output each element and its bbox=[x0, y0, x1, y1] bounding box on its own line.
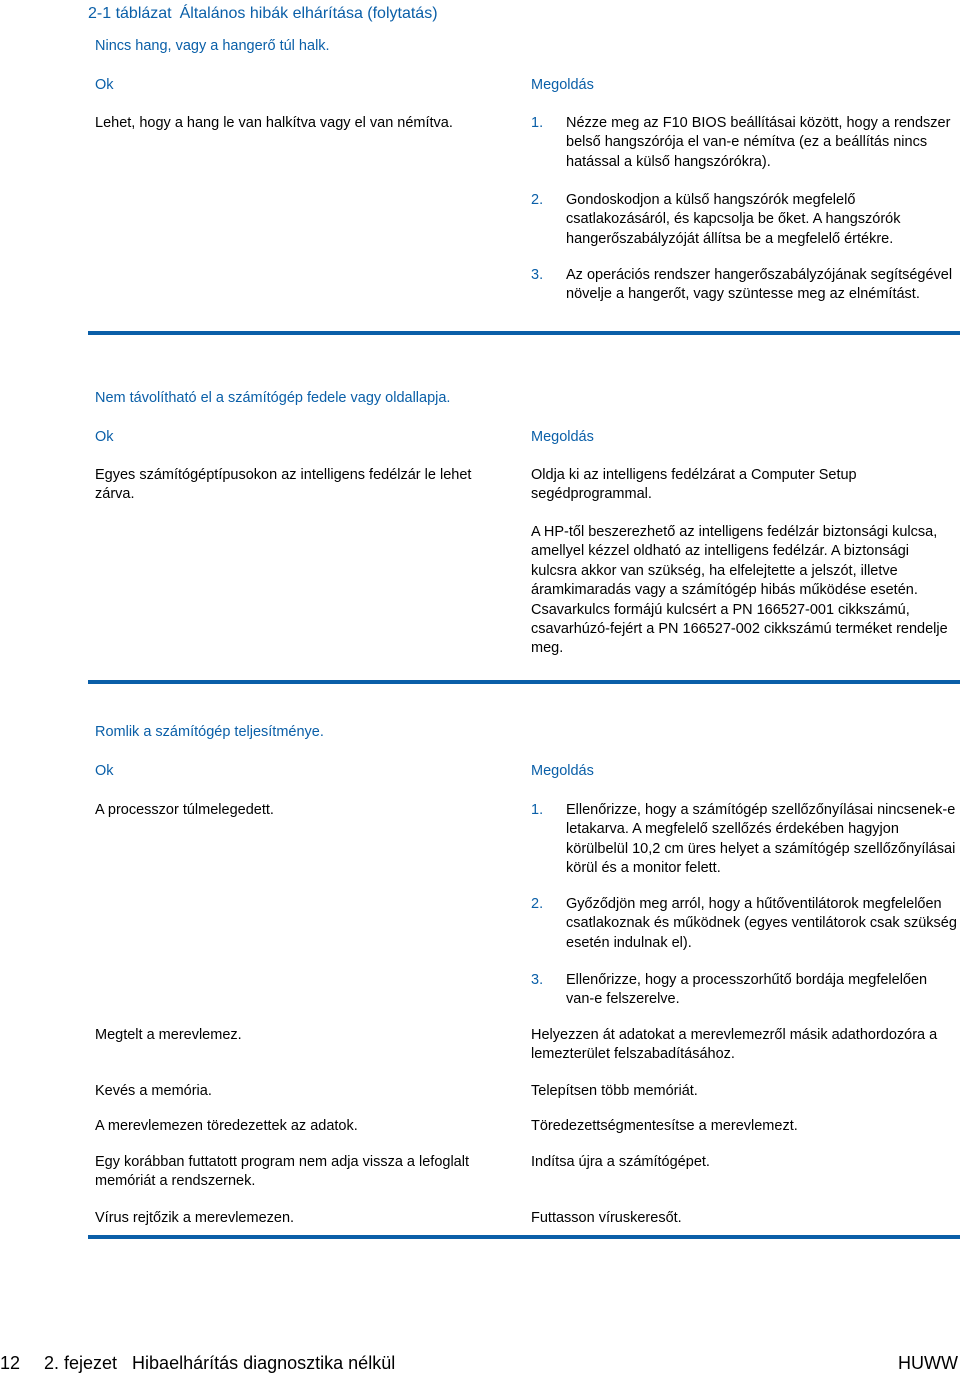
solution-text: Indítsa újra a számítógépet. bbox=[531, 1154, 710, 1170]
solution-text: A HP-től beszerezhető az intelligens fedélzár biztonsági kulcsa, amellyel kézzel oldható az intelligens fedélzár. A biztonsági kulcsra akkor van szükség, ha elfelejtette a jelszót, illetve áramkimaradás vagy a számítógép hibás működése esetén. Csavarkulcs formájú kulcsért a PN 166527-001 cikkszámú, csavarhúzó-fejért a PN 166527-002 cikkszámú terméket rendelje meg. bbox=[531, 524, 948, 657]
step-text: Gondoskodjon a külső hangszórók megfelelő csatlakozásáról, és kapcsolja be őket. A hangszórók hangerőszabályzóját állítsa be a megfelelő értékre. bbox=[566, 192, 901, 247]
cause-text: A merevlemezen töredezettek az adatok. bbox=[95, 1118, 358, 1134]
column-header-cause: Ok bbox=[95, 763, 114, 779]
section-divider bbox=[88, 331, 960, 335]
step-number: 1. bbox=[531, 115, 544, 131]
step-text: Nézze meg az F10 BIOS beállításai között, hogy a rendszer belső hangszórója el van-e némítva (ez a beállítás nincs hatással a külső hangszórókra). bbox=[566, 115, 951, 170]
step-number: 3. bbox=[531, 267, 544, 283]
cause-text: Egy korábban futtatott program nem adja vissza a lefoglalt memóriát a rendszernek. bbox=[95, 1154, 469, 1190]
step-text: Ellenőrizze, hogy a számítógép szellőzőnyílásai nincsenek-e letakarva. A megfelelő szellőzés érdekében hagyjon körülbelül 10,2 cm üres helyet a számítógép szellőzőnyílásai körül és a monitor felett. bbox=[566, 802, 956, 877]
section-title: Romlik a számítógép teljesítménye. bbox=[95, 724, 324, 740]
step-text: Ellenőrizze, hogy a processzorhűtő bordája megfelelően van-e felszerelve. bbox=[566, 972, 928, 1008]
table-title bbox=[88, 4, 438, 24]
cause-text: A processzor túlmelegedett. bbox=[95, 802, 274, 818]
section-divider bbox=[88, 1235, 960, 1239]
table-title-text: Általános hibák elhárítása (folytatás) bbox=[179, 5, 438, 22]
page-number: 12 bbox=[0, 1353, 21, 1373]
step-text: Az operációs rendszer hangerőszabályzójának segítségével növelje a hangerőt, vagy szüntesse meg az elnémítást. bbox=[566, 267, 953, 303]
step-text: Győződjön meg arról, hogy a hűtőventilátorok megfelelően csatlakoznak és működnek (egyes ventilátorok csak szükség esetén indulnak el). bbox=[566, 896, 957, 951]
step-number: 2. bbox=[531, 192, 544, 208]
solution-text: Helyezzen át adatokat a merevlemezről másik adathordozóra a lemezterület felszabadításához. bbox=[531, 1027, 938, 1063]
solution-text: Oldja ki az intelligens fedélzárat a Computer Setup segédprogrammal. bbox=[531, 467, 857, 503]
solution-text: Töredezettségmentesítse a merevlemezt. bbox=[531, 1118, 798, 1134]
step-number: 3. bbox=[531, 972, 544, 988]
column-header-cause: Ok bbox=[95, 429, 114, 445]
cause-text: Vírus rejtőzik a merevlemezen. bbox=[95, 1210, 295, 1226]
solution-text: Futtasson víruskeresőt. bbox=[531, 1210, 682, 1226]
section-divider bbox=[88, 680, 960, 684]
cause-text: Kevés a memória. bbox=[95, 1083, 212, 1099]
cause-text: Lehet, hogy a hang le van halkítva vagy el van némítva. bbox=[95, 115, 453, 131]
column-header-solution: Megoldás bbox=[531, 429, 594, 445]
step-number: 2. bbox=[531, 896, 544, 912]
column-header-solution: Megoldás bbox=[531, 763, 594, 779]
section-title: Nem távolítható el a számítógép fedele vagy oldallapja. bbox=[95, 390, 451, 406]
section-title: Nincs hang, vagy a hangerő túl halk. bbox=[95, 38, 330, 54]
column-header-cause: Ok bbox=[95, 77, 114, 93]
step-number: 1. bbox=[531, 802, 544, 818]
cause-text: Megtelt a merevlemez. bbox=[95, 1027, 242, 1043]
table-number: 2-1 táblázat bbox=[88, 5, 172, 22]
document-code: HUWW bbox=[898, 1353, 958, 1373]
column-header-solution: Megoldás bbox=[531, 77, 594, 93]
solution-text: Telepítsen több memóriát. bbox=[531, 1083, 698, 1099]
chapter-title: 2. fejezet Hibaelhárítás diagnosztika nélkül bbox=[44, 1353, 396, 1373]
cause-text: Egyes számítógéptípusokon az intelligens fedélzár le lehet zárva. bbox=[95, 467, 472, 503]
